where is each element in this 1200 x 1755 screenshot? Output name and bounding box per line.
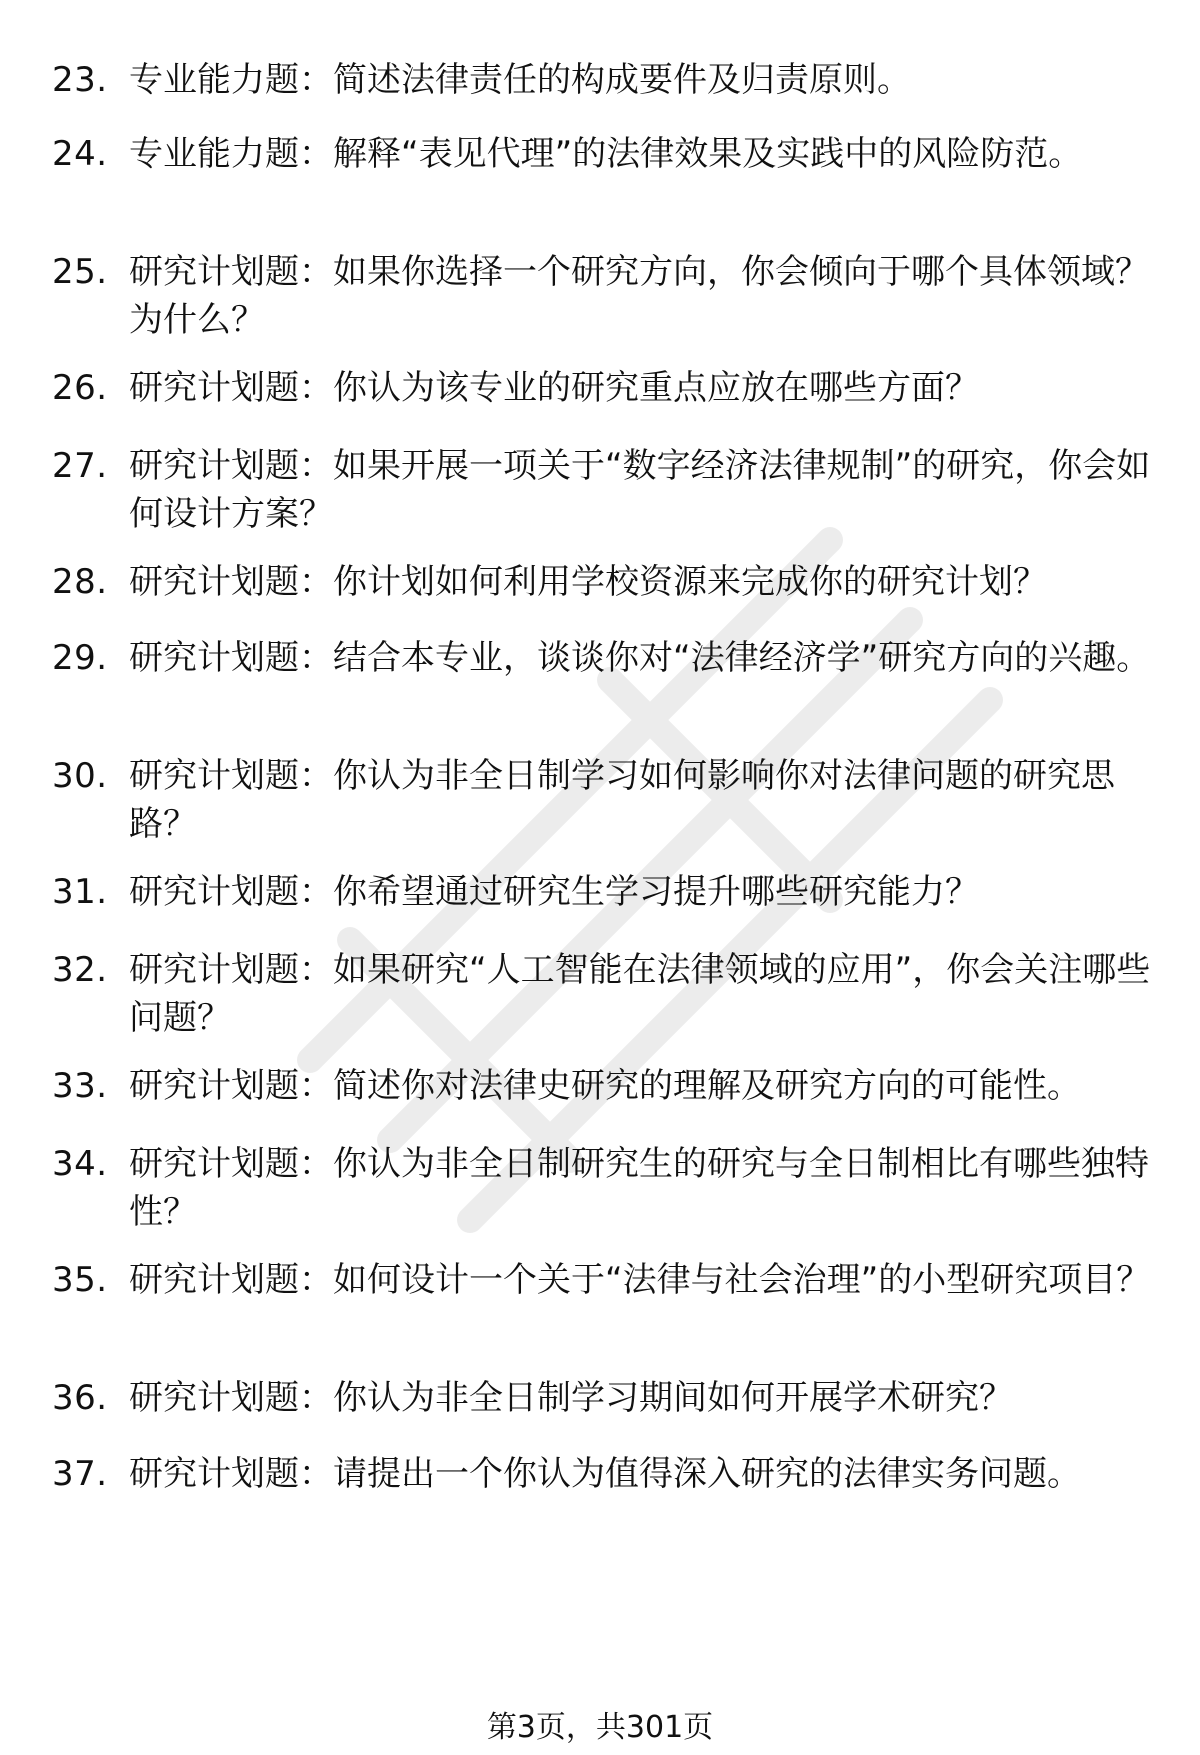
question-text: 研究计划题：请提出一个你认为值得深入研究的法律实务问题。 <box>129 1454 1081 1494</box>
page-footer: 第3页，共301页 <box>486 1710 714 1745</box>
question-number: 35. <box>52 1260 108 1300</box>
question-text: 专业能力题：解释“表见代理”的法律效果及实践中的风险防范。 <box>129 134 1083 174</box>
question-text: 研究计划题：结合本专业，谈谈你对“法律经济学”研究方向的兴趣。 <box>129 638 1151 678</box>
question-number: 36. <box>52 1378 108 1418</box>
question-text: 研究计划题：你认为非全日制学习如何影响你对法律问题的研究思路？ <box>129 756 1115 844</box>
question-number: 24. <box>52 134 108 174</box>
question-number: 32. <box>52 950 108 990</box>
question-text: 研究计划题：如果研究“人工智能在法律领域的应用”，你会关注哪些问题？ <box>129 950 1151 1038</box>
question-text: 研究计划题：如果开展一项关于“数字经济法律规制”的研究，你会如何设计方案？ <box>129 446 1151 534</box>
question-text: 研究计划题：如果你选择一个研究方向，你会倾向于哪个具体领域？为什么？ <box>129 252 1149 340</box>
question-number: 33. <box>52 1066 108 1106</box>
question-number: 34. <box>52 1144 108 1184</box>
question-number: 23. <box>52 60 108 100</box>
question-number: 31. <box>52 872 108 912</box>
question-number: 25. <box>52 252 108 292</box>
question-text: 研究计划题：如何设计一个关于“法律与社会治理”的小型研究项目？ <box>129 1260 1151 1300</box>
question-number: 29. <box>52 638 108 678</box>
question-text: 研究计划题：你认为非全日制学习期间如何开展学术研究？ <box>129 1378 1013 1418</box>
question-number: 27. <box>52 446 108 486</box>
question-number: 28. <box>52 562 108 602</box>
question-number: 37. <box>52 1454 108 1494</box>
question-text: 研究计划题：你认为非全日制研究生的研究与全日制相比有哪些独特性？ <box>129 1144 1149 1232</box>
question-text: 研究计划题：你计划如何利用学校资源来完成你的研究计划？ <box>129 562 1047 602</box>
question-number: 30. <box>52 756 108 796</box>
question-number: 26. <box>52 368 108 408</box>
question-text: 专业能力题：简述法律责任的构成要件及归责原则。 <box>129 60 911 100</box>
question-text: 研究计划题：你认为该专业的研究重点应放在哪些方面？ <box>129 368 979 408</box>
question-text: 研究计划题：你希望通过研究生学习提升哪些研究能力？ <box>129 872 979 912</box>
question-text: 研究计划题：简述你对法律史研究的理解及研究方向的可能性。 <box>129 1066 1081 1106</box>
